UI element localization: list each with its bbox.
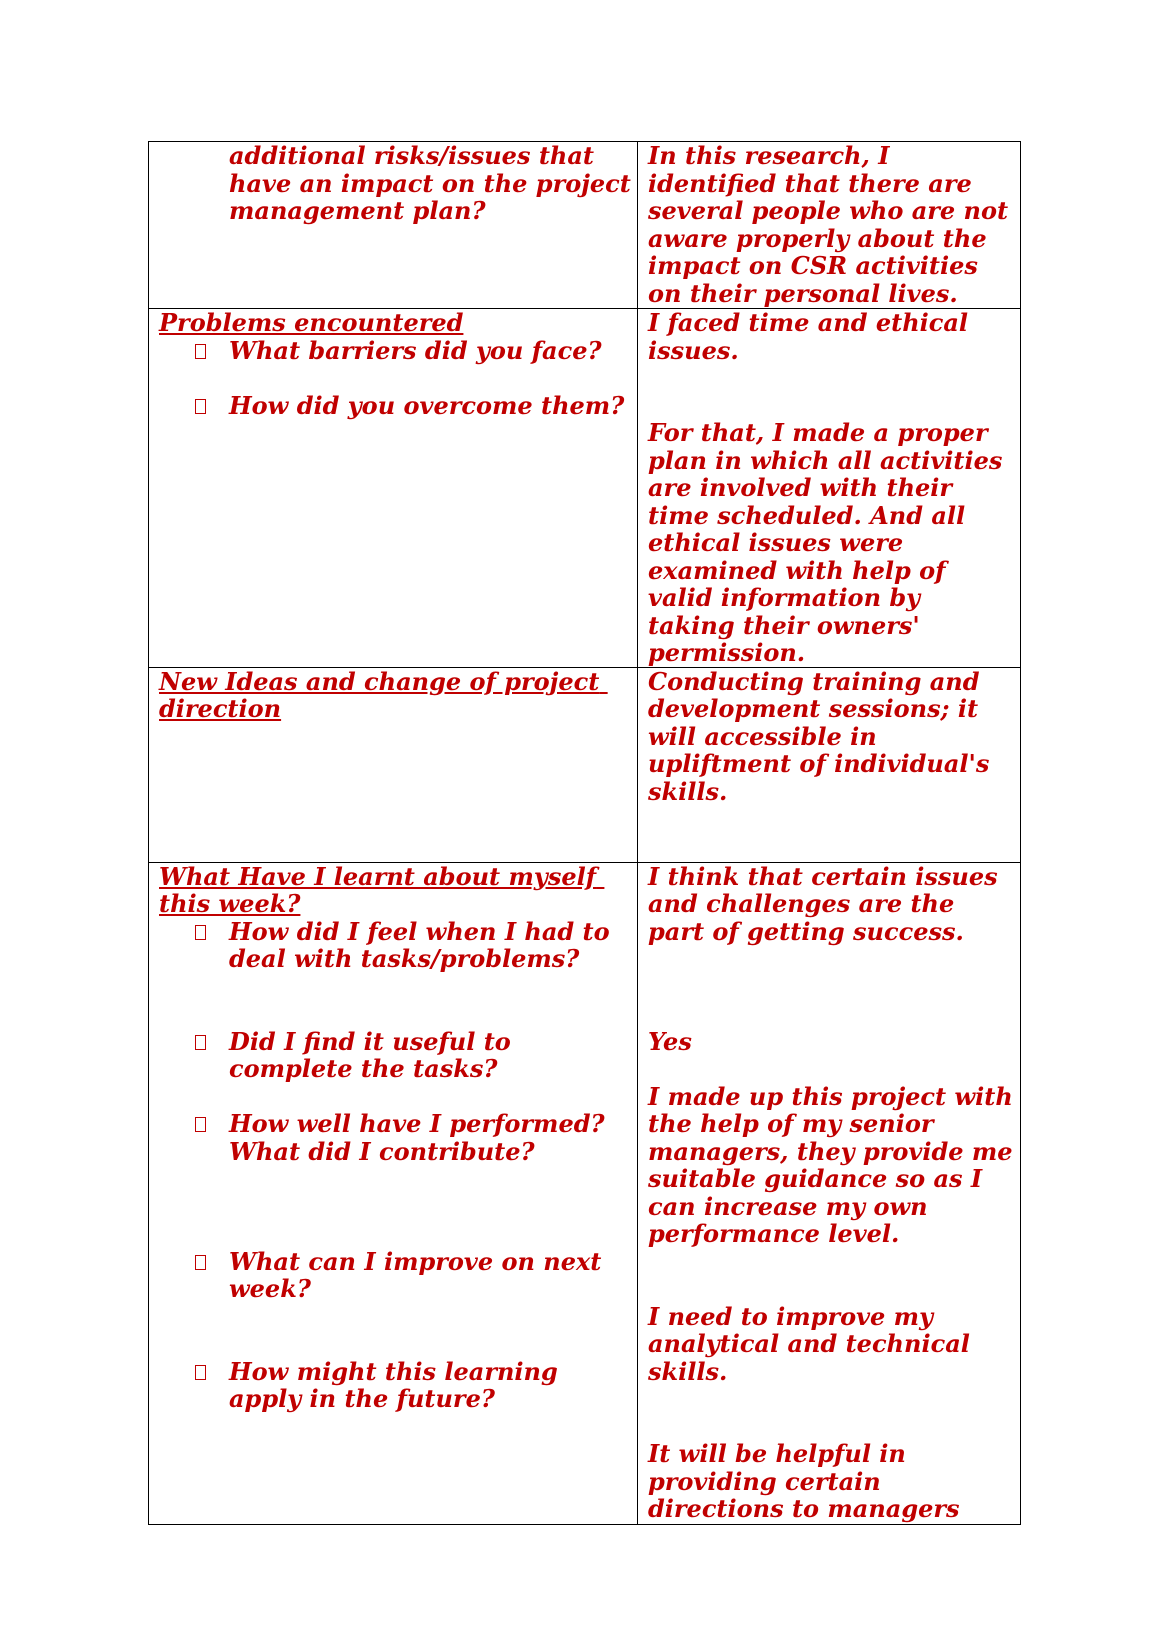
question-item xyxy=(159,392,633,420)
question-item xyxy=(159,1110,633,1165)
question-text: What can I improve on next week? xyxy=(229,1246,602,1303)
table-row xyxy=(149,667,1021,862)
question-text: Did I find it useful to complete the tasks? xyxy=(229,1026,511,1083)
answer-text: Conducting training and development sessions; it will accessible in upliftment of individual's skills. xyxy=(648,666,990,806)
section-heading: What Have I learnt about myself this week? xyxy=(159,861,605,918)
checkbox-bullet-icon xyxy=(195,1117,206,1132)
question-item xyxy=(159,337,633,365)
checkbox-bullet-icon xyxy=(195,1365,206,1380)
checkbox-bullet-icon xyxy=(195,1255,206,1270)
question-text: How well have I performed? What did I contribute? xyxy=(229,1109,605,1166)
table-cell-right xyxy=(638,309,1021,668)
question-item xyxy=(159,1248,633,1303)
table-cell-left xyxy=(149,862,638,1524)
checkbox-bullet-icon xyxy=(195,925,206,940)
question-text: How did you overcome them? xyxy=(229,390,625,420)
answer-text: For that, I made a proper plan in which all activities are involved with their time scheduled. And all ethical issues were examined with help of valid information by taking their owners' permission. xyxy=(648,418,1003,667)
answer-text: I need to improve my analytical and technical skills. xyxy=(648,1301,970,1386)
section-heading: New Ideas and change of project direction xyxy=(159,666,608,723)
question-item xyxy=(159,1028,633,1083)
table-cell-right xyxy=(638,862,1021,1524)
checkbox-bullet-icon xyxy=(195,399,206,414)
table-cell-right xyxy=(638,142,1021,309)
answer-text: I made up this project with the help of my senior managers, they provide me suitable guidance so as I can increase my own performance level. xyxy=(648,1081,1013,1248)
table-cell-left xyxy=(149,142,638,309)
answer-text: I faced time and ethical issues. xyxy=(648,308,969,365)
section-heading: Problems encountered xyxy=(159,308,464,337)
question-item xyxy=(159,918,633,973)
table-row xyxy=(149,142,1021,309)
table-row xyxy=(149,309,1021,668)
table-cell-right xyxy=(638,667,1021,862)
question-item xyxy=(159,1358,633,1413)
table-cell-left xyxy=(149,309,638,668)
checkbox-bullet-icon xyxy=(195,1035,206,1050)
answer-text: I think that certain issues and challenges are the part of getting success. xyxy=(648,861,998,946)
question-text: What barriers did you face? xyxy=(229,335,602,365)
answer-text: Yes xyxy=(648,1026,692,1056)
question-text: additional risks/issues that have an impact on the project management plan? xyxy=(229,141,631,225)
question-text: How did I feel when I had to deal with tasks/problems? xyxy=(229,916,610,973)
reflection-table xyxy=(148,141,1021,1525)
answer-text: In this research, I identified that there are several people who are not aware properly about the impact on CSR activities on their personal lives. xyxy=(648,141,1009,308)
table-cell-left xyxy=(149,667,638,862)
table-row xyxy=(149,862,1021,1524)
question-text: How might this learning apply in the future? xyxy=(229,1356,558,1413)
answer-text: It will be helpful in providing certain directions to managers xyxy=(648,1439,960,1523)
checkbox-bullet-icon xyxy=(195,344,206,359)
